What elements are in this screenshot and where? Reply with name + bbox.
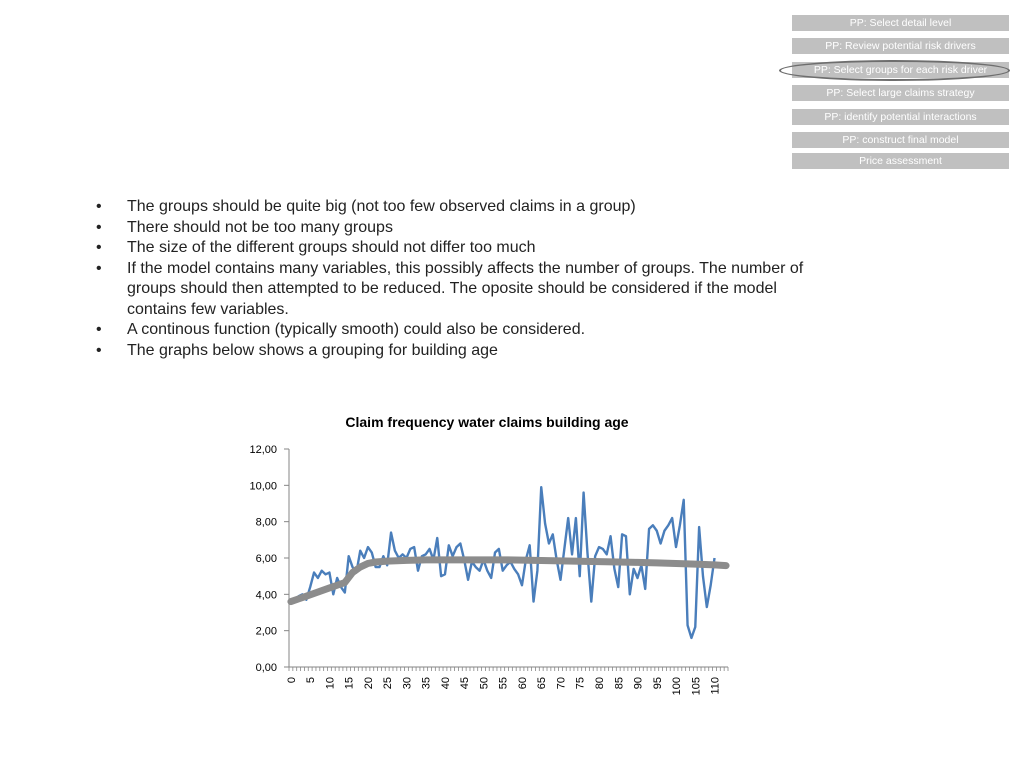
x-tick-label: 65 bbox=[536, 677, 549, 690]
x-tick-label: 5 bbox=[305, 677, 318, 684]
x-tick-label: 30 bbox=[401, 677, 414, 690]
x-tick-label: 105 bbox=[690, 677, 703, 696]
bullet-item: • The groups should be quite big (not too few observed claims in a group) bbox=[96, 197, 836, 218]
y-tick-label: 10,00 bbox=[249, 480, 277, 493]
x-tick-label: 35 bbox=[420, 677, 433, 690]
nav-item-identify-interactions[interactable]: PP: identify potential interactions bbox=[792, 109, 1009, 125]
chart-title: Claim frequency water claims building age bbox=[345, 414, 629, 430]
nav-item-select-groups[interactable]: PP: Select groups for each risk driver bbox=[792, 62, 1009, 78]
bullet-item: • If the model contains many variables, this possibly affects the number of groups. The number of groups should then attempted to be reduced. The oposite should be considered if the model contains few variables. bbox=[96, 259, 836, 321]
y-tick-label: 2,00 bbox=[255, 625, 277, 638]
y-tick-label: 4,00 bbox=[255, 589, 277, 602]
x-tick-label: 70 bbox=[555, 677, 568, 690]
nav-item-select-detail-level[interactable]: PP: Select detail level bbox=[792, 15, 1009, 31]
x-tick-label: 40 bbox=[439, 677, 452, 690]
x-tick-label: 0 bbox=[285, 677, 298, 684]
y-tick-label: 0,00 bbox=[255, 662, 277, 674]
x-tick-label: 110 bbox=[709, 677, 722, 695]
y-tick-label: 8,00 bbox=[255, 516, 277, 529]
y-tick-label: 6,00 bbox=[255, 553, 277, 565]
x-tick-label: 100 bbox=[671, 677, 684, 696]
x-tick-label: 55 bbox=[497, 677, 510, 690]
x-tick-label: 60 bbox=[516, 677, 529, 690]
claim-frequency-chart bbox=[230, 405, 750, 705]
series-line-smoothed bbox=[291, 560, 726, 602]
x-tick-label: 90 bbox=[632, 677, 645, 690]
x-tick-label: 15 bbox=[343, 677, 356, 690]
bullet-item: • The graphs below shows a grouping for building age bbox=[96, 341, 836, 362]
nav-item-large-claims-strategy[interactable]: PP: Select large claims strategy bbox=[792, 85, 1009, 101]
x-tick-label: 20 bbox=[362, 677, 375, 690]
chart-series bbox=[291, 487, 726, 638]
nav-item-construct-final-model[interactable]: PP: construct final model bbox=[792, 132, 1009, 148]
x-tick-label: 95 bbox=[651, 677, 664, 690]
x-tick-label: 50 bbox=[478, 677, 491, 690]
x-tick-label: 80 bbox=[593, 677, 606, 690]
bullet-item: • A continous function (typically smooth) could also be considered. bbox=[96, 320, 836, 341]
bullet-item: • The size of the different groups should not differ too much bbox=[96, 238, 836, 259]
x-tick-label: 25 bbox=[382, 677, 395, 690]
x-tick-label: 75 bbox=[574, 677, 587, 690]
x-tick-label: 45 bbox=[459, 677, 472, 690]
y-tick-label: 12,00 bbox=[249, 444, 277, 456]
bullet-list bbox=[96, 197, 836, 361]
nav-item-review-risk-drivers[interactable]: PP: Review potential risk drivers bbox=[792, 38, 1009, 54]
nav-item-price-assessment[interactable]: Price assessment bbox=[792, 153, 1009, 169]
x-tick-label: 10 bbox=[324, 677, 337, 690]
x-tick-label: 85 bbox=[613, 677, 626, 690]
bullet-item: • There should not be too many groups bbox=[96, 218, 836, 239]
